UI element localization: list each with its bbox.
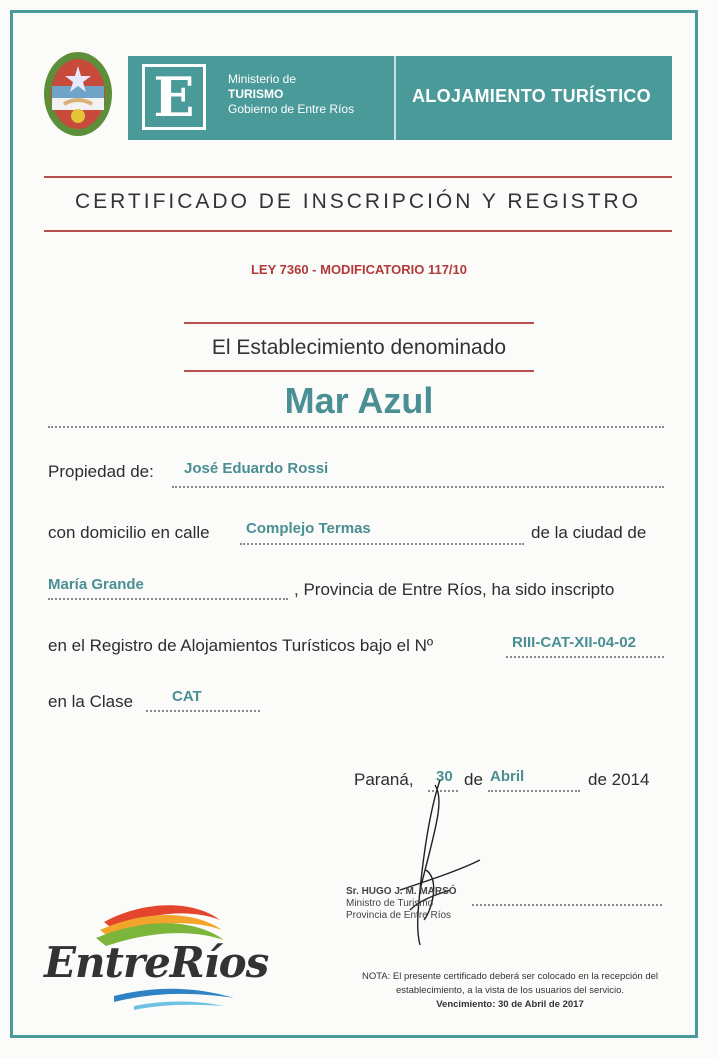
address-value: Complejo Termas [246, 520, 371, 537]
intro-rule-bottom [184, 370, 534, 372]
signature-block [346, 886, 457, 922]
province-text: , Provincia de Entre Ríos, ha sido inscripto [294, 580, 615, 599]
signature-dotted-line [472, 904, 662, 906]
registry-label: en el Registro de Alojamientos Turísticos bajo el Nº [48, 636, 434, 655]
ministry-line-2: TURISMO [228, 87, 284, 101]
owner-label: Propiedad de: [48, 462, 154, 481]
establishment-name: Mar Azul [284, 380, 434, 421]
ministry-label [228, 72, 354, 117]
registry-value: RIII-CAT-XII-04-02 [512, 634, 636, 651]
class-dotted-line [146, 710, 260, 712]
signatory-role: Ministro de Turismo [346, 898, 434, 909]
establishment-intro: El Establecimiento denominado [211, 336, 507, 359]
signatory-name: Sr. HUGO J. M. MARSÓ [346, 886, 457, 897]
banner-divider [394, 56, 396, 140]
date-month: Abril [490, 768, 525, 785]
class-label: en la Clase [48, 692, 134, 711]
date-connector: de [464, 770, 483, 789]
certificate-note [340, 970, 680, 1012]
ministry-line-1: Ministerio de [228, 72, 297, 86]
class-value: CAT [172, 688, 202, 705]
handwritten-signature-icon [380, 770, 500, 950]
logo-letter: E [153, 65, 195, 129]
date-month-dotted-line [488, 790, 580, 792]
title-rule-bottom [44, 230, 672, 232]
law-reference: LEY 7360 - MODIFICATORIO 117/10 [250, 262, 468, 277]
banner-title: ALOJAMIENTO TURÍSTICO [412, 86, 651, 106]
city-suffix: de la ciudad de [531, 523, 647, 542]
date-year: de 2014 [588, 770, 650, 789]
address-label: con domicilio en calle [48, 523, 210, 542]
registry-dotted-line [506, 656, 664, 658]
tourism-e-logo-icon [142, 64, 206, 130]
city-value: María Grande [48, 576, 144, 593]
signatory-org: Provincia de Entre Ríos [346, 910, 452, 921]
city-dotted-line [48, 598, 288, 600]
address-dotted-line [240, 543, 524, 545]
province-crest-icon [42, 50, 114, 138]
certificate-title: CERTIFICADO DE INSCRIPCIÓN Y REGISTRO [74, 190, 642, 213]
ministry-line-3: Gobierno de Entre Ríos [228, 102, 355, 116]
date-day: 30 [436, 768, 453, 785]
title-rule-top [44, 176, 672, 178]
name-dotted-line [48, 426, 664, 428]
owner-dotted-line [172, 486, 664, 488]
intro-rule-top [184, 322, 534, 324]
expiry-date: Vencimiento: 30 de Abril de 2017 [436, 999, 584, 1010]
note-text: NOTA: El presente certificado deberá ser colocado en la recepción del establecimiento, a la vista de los usuarios del servicio. [361, 971, 659, 996]
date-city: Paraná, [354, 770, 414, 789]
ministry-banner [128, 56, 672, 140]
owner-value: José Eduardo Rossi [184, 460, 329, 477]
entre-rios-logo-text: EntreRíos [44, 938, 269, 987]
